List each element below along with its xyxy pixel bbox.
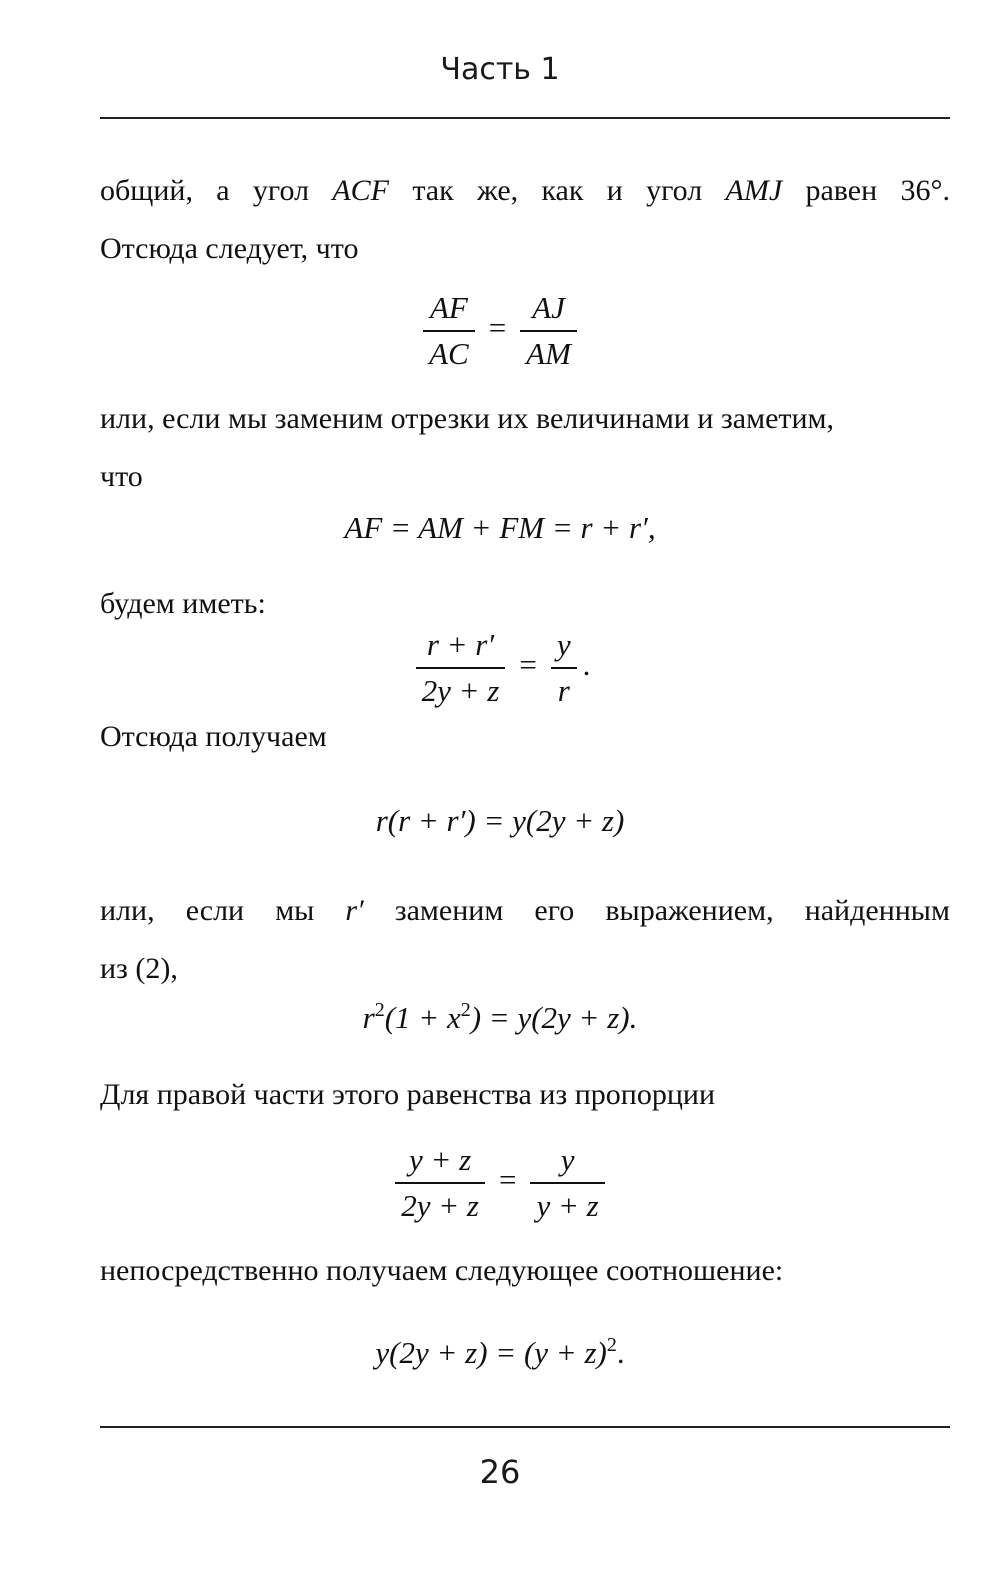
page-number: 26 bbox=[479, 1453, 521, 1491]
paragraph-5 bbox=[100, 882, 950, 998]
fraction-af-ac bbox=[423, 288, 475, 374]
word: его bbox=[534, 894, 575, 927]
denominator: AC bbox=[429, 336, 469, 371]
paragraph-5-line-2: из (2), bbox=[100, 952, 178, 985]
fraction-left bbox=[395, 1140, 485, 1226]
paragraph-1 bbox=[100, 162, 950, 278]
trailing-period: . bbox=[582, 647, 591, 683]
page-header: Часть 1 bbox=[440, 52, 560, 87]
paragraph-2-line-2: что bbox=[100, 460, 143, 493]
word: мы bbox=[275, 894, 315, 927]
fraction-right bbox=[530, 1140, 604, 1226]
header-rule bbox=[100, 117, 950, 119]
footer-rule bbox=[100, 1426, 950, 1428]
numerator: y + z bbox=[395, 1140, 485, 1184]
equation-3 bbox=[0, 625, 1000, 711]
paragraph-2 bbox=[100, 390, 950, 506]
paragraph-7: непосредственно получаем следующее соотношение: bbox=[100, 1254, 784, 1287]
word: а bbox=[216, 174, 230, 207]
exponent: 2 bbox=[606, 1334, 617, 1356]
fraction-left bbox=[416, 625, 506, 711]
term: y(2y + z) = (y + z) bbox=[375, 1335, 607, 1370]
term: (1 + x bbox=[384, 1000, 461, 1035]
numerator: y bbox=[551, 625, 577, 669]
word: если bbox=[185, 894, 245, 927]
paragraph-1-line-2: Отсюда следует, что bbox=[100, 232, 359, 265]
word: так bbox=[412, 174, 454, 207]
numerator: y bbox=[530, 1140, 604, 1184]
denominator: 2y + z bbox=[421, 673, 500, 708]
numerator: AJ bbox=[520, 288, 577, 332]
paragraph-6: Для правой части этого равенства из пропорции bbox=[100, 1078, 716, 1111]
angle-acf: ACF bbox=[332, 174, 390, 207]
angle-amj: AMJ bbox=[725, 174, 783, 207]
denominator: AM bbox=[526, 336, 571, 371]
paragraph-4: Отсюда получаем bbox=[100, 720, 327, 753]
equals-sign: = bbox=[499, 1162, 517, 1198]
trailing-period: . bbox=[616, 1335, 625, 1370]
paragraph-1-line-1 bbox=[100, 162, 950, 220]
numerator: r + r′ bbox=[416, 625, 506, 669]
variable-r-prime: r′ bbox=[345, 894, 364, 927]
equation-6 bbox=[0, 1140, 1000, 1226]
equation-4: r(r + r′) = y(2y + z) bbox=[375, 803, 625, 838]
term: r bbox=[362, 1000, 375, 1035]
word: выражением, bbox=[605, 894, 774, 927]
exponent: 2 bbox=[374, 999, 385, 1021]
exponent: 2 bbox=[460, 999, 471, 1021]
fraction-right bbox=[551, 625, 577, 711]
word: равен bbox=[805, 174, 878, 207]
word: найденным bbox=[804, 894, 950, 927]
word: 36°. bbox=[900, 174, 950, 207]
word: или, bbox=[100, 894, 155, 927]
equals-sign: = bbox=[488, 310, 507, 346]
paragraph-5-line-1 bbox=[100, 882, 950, 940]
numerator: AF bbox=[423, 288, 475, 332]
equation-7 bbox=[0, 1335, 1000, 1371]
fraction-aj-am bbox=[520, 288, 577, 374]
paragraph-3: будем иметь: bbox=[100, 587, 266, 620]
equation-5 bbox=[0, 1000, 1000, 1036]
word: заменим bbox=[394, 894, 504, 927]
word: угол bbox=[646, 174, 703, 207]
denominator: 2y + z bbox=[401, 1188, 479, 1223]
paragraph-2-line-1: или, если мы заменим отрезки их величинами и заметим, bbox=[100, 402, 835, 435]
word: общий, bbox=[100, 174, 193, 207]
word: же, bbox=[476, 174, 519, 207]
word: как bbox=[541, 174, 584, 207]
equation-1 bbox=[0, 288, 1000, 374]
denominator: y + z bbox=[536, 1188, 599, 1223]
equation-2: AF = AM + FM = r + r′, bbox=[344, 510, 656, 545]
term: ) = y(2y + z). bbox=[470, 1000, 638, 1035]
denominator: r bbox=[557, 673, 570, 708]
word: и bbox=[606, 174, 623, 207]
word: угол bbox=[252, 174, 310, 207]
equals-sign: = bbox=[519, 647, 537, 683]
